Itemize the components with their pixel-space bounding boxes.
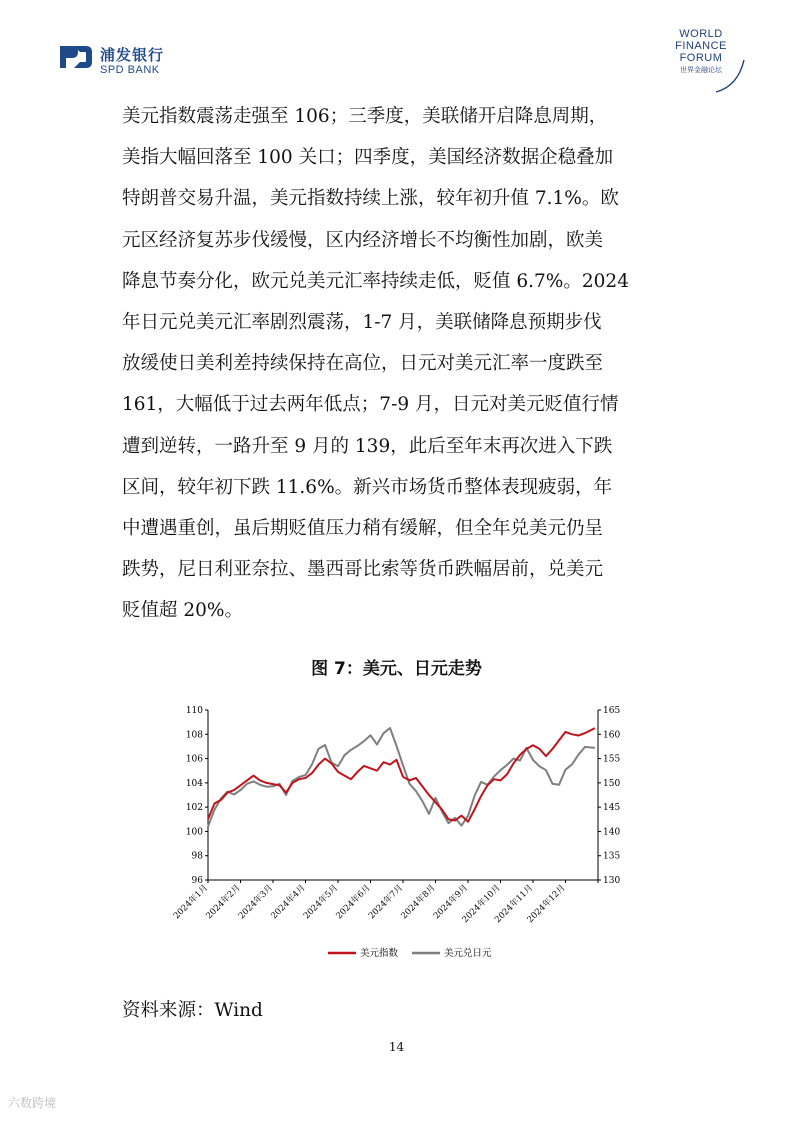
body-paragraph: [122, 96, 682, 631]
paragraph-line: 特朗普交易升温，美元指数持续上涨，较年初升值 7.1%。欧: [122, 188, 619, 210]
paragraph-line: 元区经济复苏步伐缓慢，区内经济增长不均衡性加剧，欧美: [122, 229, 604, 251]
spd-bank-mark-icon: [58, 42, 94, 72]
paragraph-line: 贬值超 20%。: [122, 600, 244, 622]
right-tick-label: 145: [603, 803, 621, 814]
x-tick-label: 2024年7月: [366, 883, 406, 922]
paragraph-line: 放缓使日美利差持续保持在高位，日元对美元汇率一度跌至: [122, 353, 604, 375]
x-tick-label: 2024年10月: [460, 883, 503, 926]
legend-label-usd-index: 美元指数: [360, 948, 399, 959]
usd-jpy-chart: [168, 698, 638, 968]
x-tick-label: 2024年3月: [236, 883, 276, 922]
left-tick-label: 102: [185, 803, 203, 814]
forum-line-1: WORLD: [679, 28, 723, 40]
paragraph-line: 跌势，尼日利亚奈拉、墨西哥比索等货币跌幅居前，兑美元: [122, 559, 604, 581]
left-tick-label: 100: [185, 827, 203, 838]
left-tick-label: 98: [191, 851, 203, 862]
right-tick-label: 165: [603, 706, 621, 716]
x-tick-label: 2024年8月: [399, 883, 438, 922]
source-note: 资料来源：Wind: [122, 1000, 263, 1021]
forum-line-3: FORUM: [679, 52, 723, 64]
paragraph-line: 美指大幅回落至 100 关口；四季度，美国经济数据企稳叠加: [122, 147, 614, 169]
right-tick-label: 160: [603, 730, 621, 741]
left-tick-label: 110: [185, 706, 203, 716]
x-tick-label: 2024年11月: [493, 883, 536, 926]
left-tick-label: 96: [191, 876, 203, 886]
figure-title: 图 7：美元、日元走势: [311, 659, 482, 679]
x-tick-label: 2024年4月: [269, 883, 308, 922]
right-tick-label: 130: [603, 876, 621, 886]
paragraph-line: 区间，较年初下跌 11.6%。新兴市场货币整体表现疲弱，年: [122, 476, 613, 498]
paragraph-line: 161，大幅低于过去两年低点；7-9 月，日元对美元贬值行情: [122, 394, 619, 416]
forum-line-2: FINANCE: [675, 40, 727, 52]
right-tick-label: 150: [603, 778, 621, 789]
paragraph-line: 年日元兑美元汇率剧烈震荡，1-7 月，美联储降息预期步伐: [122, 311, 602, 333]
watermark: 六数跨境: [8, 1096, 57, 1110]
x-tick-label: 2024年1月: [171, 883, 211, 922]
x-tick-label: 2024年9月: [431, 883, 471, 922]
left-tick-label: 106: [185, 754, 203, 765]
paragraph-line: 美元指数震荡走强至 106；三季度，美联储开启降息周期，: [122, 106, 608, 127]
left-tick-label: 108: [185, 730, 203, 741]
page-number: 14: [388, 1040, 405, 1054]
spd-bank-logo: [58, 40, 218, 80]
paragraph-line: 降息节奏分化，欧元兑美元汇率持续走低，贬值 6.7%。2024: [122, 270, 629, 292]
x-tick-label: 2024年6月: [334, 883, 373, 922]
bank-name-en: SPD BANK: [100, 64, 160, 76]
paragraph-line: 中遭遇重创，虽后期贬值压力稍有缓解，但全年兑美元仍呈: [122, 517, 604, 539]
x-tick-label: 2024年12月: [525, 883, 568, 926]
legend-label-usd-jpy: 美元兑日元: [444, 948, 492, 959]
right-tick-label: 140: [603, 827, 621, 838]
world-finance-forum-logo: [656, 28, 746, 98]
left-tick-label: 104: [185, 778, 203, 789]
forum-name-cn: 世界金融论坛: [680, 67, 722, 74]
right-tick-label: 135: [603, 851, 621, 862]
paragraph-line: 遭到逆转，一路升至 9 月的 139，此后至年末再次进入下跌: [122, 435, 613, 457]
x-tick-label: 2024年2月: [204, 883, 243, 922]
x-tick-label: 2024年5月: [301, 883, 341, 922]
right-tick-label: 155: [603, 754, 621, 765]
usd-index-line: [208, 728, 595, 822]
bank-name-cn: 浦发银行: [100, 46, 165, 64]
forum-swoosh-icon: [714, 58, 746, 94]
usd-jpy-line: [208, 728, 595, 827]
